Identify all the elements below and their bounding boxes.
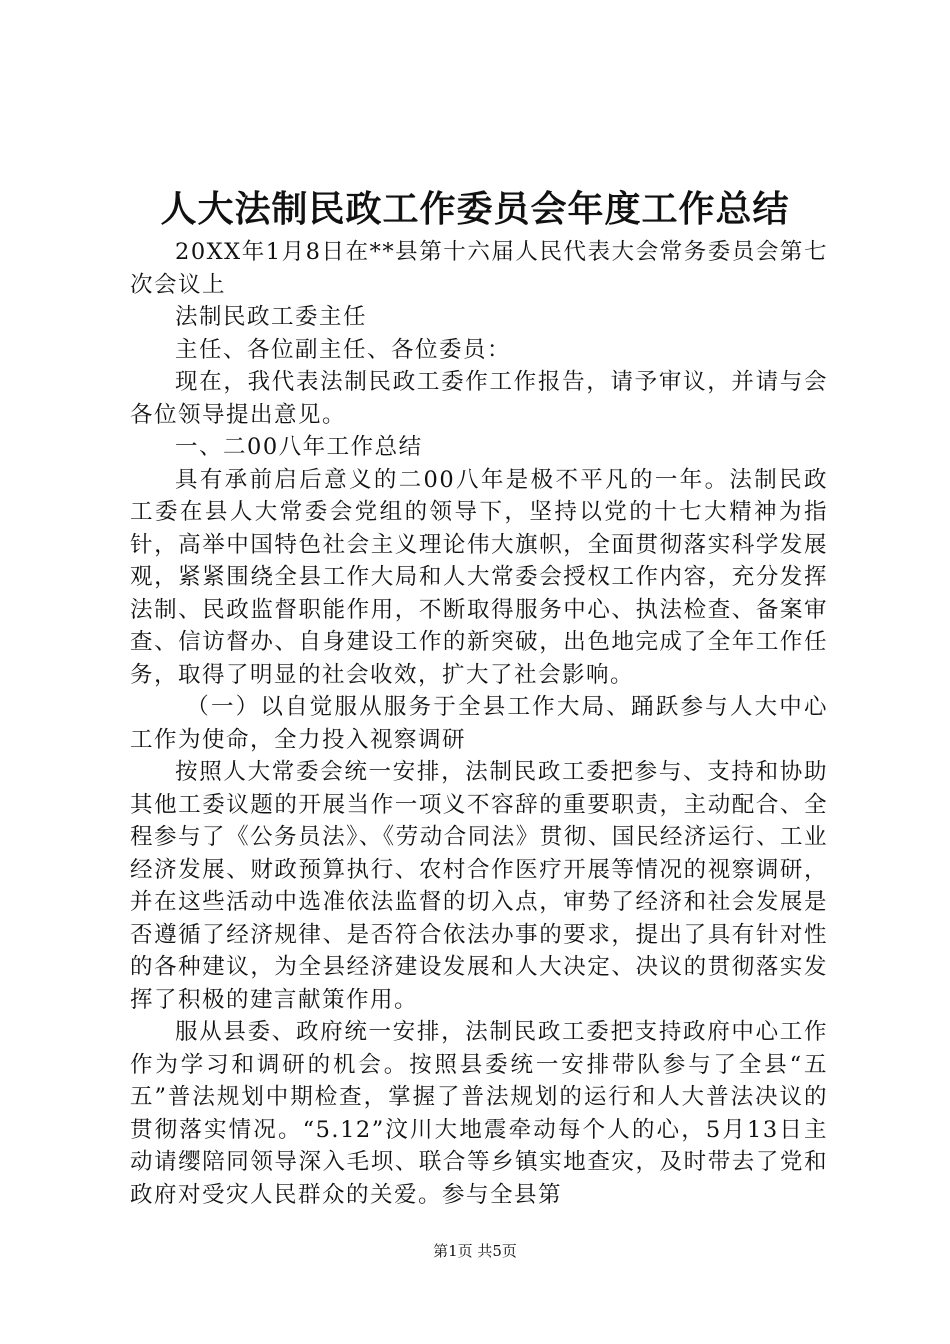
document-title: 人大法制民政工作委员会年度工作总结 xyxy=(160,188,790,230)
section-heading: 一、二00八年工作总结 xyxy=(175,434,423,460)
body-paragraph: 按照人大常委会统一安排，法制民政工委把参与、支持和协助其他工委议题的开展当作一项义不容辞的重要职责，主动配合、全程参与了《公务员法》、《劳动合同法》贯彻、国民经济运行、工业经济发展、财政预算执行、农村合作医疗开展等情况的视察调研，并在这些活动中选准依法监督的切入点，审势了经济和社会发展是否遵循了经济规律、是否符合依法办事的要求，提出了具有针对性的各种建议，为全县经济建设发展和人大决定、决议的贯彻落实发挥了积极的建言献策作用。 xyxy=(130,759,828,1013)
meeting-info-paragraph: 20XX年1月8日在**县第十六届人民代表大会常务委员会第七次会议上 xyxy=(130,239,828,298)
salutation-line: 主任、各位副主任、各位委员： xyxy=(175,336,512,363)
body-paragraph: 具有承前启后意义的二00八年是极不平凡的一年。法制民政工委在县人大常委会党组的领导下，坚持以党的十七大精神为指针，高举中国特色社会主义理论伟大旗帜，全面贯彻落实科学发展观，紧紧围绕全县工作大局和人大常委会授权工作内容，充分发挥法制、民政监督职能作用，不断取得服务中心、执法检查、备案审查、信访督办、自身建设工作的新突破，出色地完成了全年工作任务，取得了明显的社会收效，扩大了社会影响。 xyxy=(130,466,828,688)
body-paragraph: 服从县委、政府统一安排，法制民政工委把支持政府中心工作作为学习和调研的机会。按照县委统一安排带队参与了全县“五五”普法规划中期检查，掌握了普法规划的运行和人大普法决议的贯彻落实情况。“5.12”汶川大地震牵动每个人的心，5月13日主动请缨陪同领导深入毛坝、联合等乡镇实地查灾，及时带去了党和政府对受灾人民群众的关爱。参与全县第 xyxy=(130,1019,828,1208)
speaker-line: 法制民政工委主任 xyxy=(175,304,368,330)
intro-paragraph: 现在，我代表法制民政工委作工作报告，请予审议，并请与会各位领导提出意见。 xyxy=(130,369,828,428)
document-body xyxy=(130,236,828,1211)
page-number-footer: 第1页 共5页 xyxy=(433,1242,517,1260)
subsection-heading: （一）以自觉服从服务于全县工作大局、踊跃参与人大中心工作为使命，全力投入视察调研 xyxy=(130,694,828,753)
